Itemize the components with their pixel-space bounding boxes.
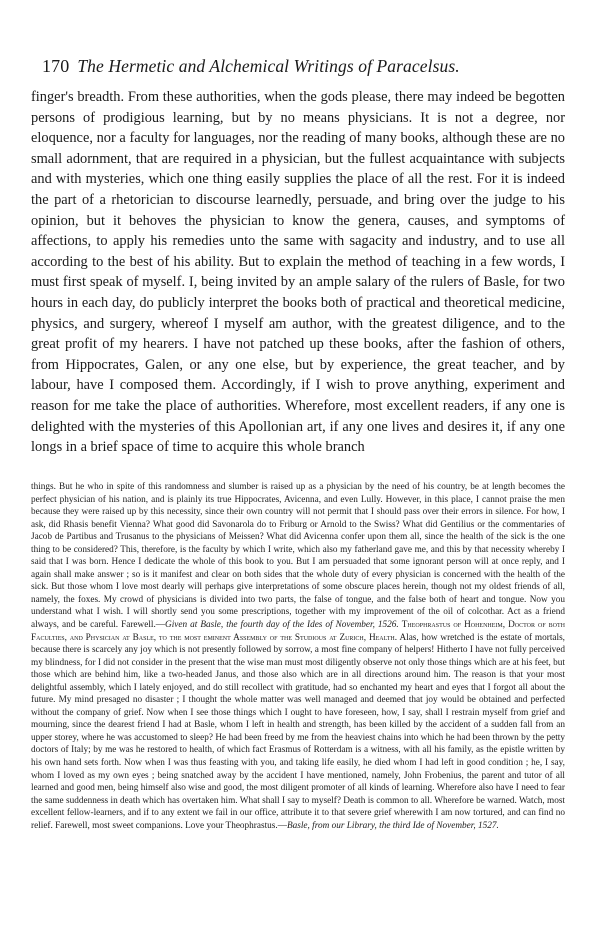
main-text-block <box>31 87 565 458</box>
footnote-paragraph <box>31 481 565 832</box>
running-title: The Hermetic and Alchemical Writings of Paracelsus. <box>77 56 460 76</box>
main-paragraph: finger's breadth. From these authorities, when the gods please, there may indeed be begotten persons of prodigious learning, but by no means physicians. It is not a degree, nor eloquence, nor a faculty for languages, nor the reading of many books, although these are no small adornment, that are required in a physician, but the fullest acquaintance with subjects and with mysteries, which one thing easily supplies the place of all the rest. For it is indeed the part of a rhetorician to discourse learnedly, persuade, and bring over the judge to his opinion, but it behoves the physician to know the genera, causes, and symptoms of affections, to apply his remedies unto the same with sagacity and industry, and to use all according to the best of his ability. But to explain the method of teaching in a few words, I must first speak of myself. I, being invited by an ample salary of the rulers of Basle, for two hours in each day, do publicly interpret the books both of practical and theoretical medicine, physics, and surgery, whereof I myself am author, with the greatest diligence, and to the great profit of my hearers. I have not patched up these books, after the fashion of others, from Hippocrates, Galen, or any one else, but by experience, the great teacher, and by labour, have I composed them. Accordingly, if I wish to prove anything, experiment and reason for me take the place of authorities. Wherefore, most excellent readers, if any one is delighted with the mysteries of this Apollonian art, if any one lives and desires it, if any one longs in a brief space of time to acquire this whole branch <box>31 89 565 456</box>
footnote-text-part1: things. But he who in spite of this randomness and slumber is raised up as a physician by the need of his country, be at length becomes the perfect physician of his nation, and is plainly its true Hippocrates, Avicenna, and even Lully. However, in this place, I cannot praise the men because they were raised up by this necessity, since their own country will not permit that I should pass over their errors in silence. For how, I ask, did Rhasis benefit Vienna? What good did Savonarola do to Friburg or Arnold to the Swiss? What did Gentilius or the commentaries of Jacob de Partibus and Trusanus to the physicians of Meissen? What did Avicenna confer upon them all, since the health of the sick is the one thing to be considered? This, therefore, is the faculty by which I write, which also my fatherland gave me, and this by that necessity whereby I said that I was born. Hence I dedicate the whole of this book to you. But I am persuaded that some ignorant person will at once reply, and I again shall make answer ; so is it manifest and clear on both sides that the whole duty of every physician is concerned with the health of the sick. But those whom I love most dearly will perhaps give interpretations of some obscure places herein, though not my oldest friends of all, namely, the foxes. My crowd of physicians is divided into two parts, the false of tongue, and the false both of heart and tongue. Now you understand what I wish. I will shortly send you some prescriptions, together with my improvement of the oil of colcothar. Act as a friend always, and be careful. Farewell.— <box>31 482 565 631</box>
footnote-dateline-1: Given at Basle, the fourth day of the Ides of November, 1526. <box>165 620 399 631</box>
footnote-text-part2: Alas, how wretched is the estate of mortals, because there is scarcely any joy which is not presently followed by sorrow, a most fine company of helpers! Hitherto I have not fully perceived my blindness, for I did not consider in the present that the wise man must most diligently observe not only those things which are at his feet, but those which are behind him, like a two-headed Janus, and those also which are in all directions around him. The reason is that your most delightful assembly, which I lately enjoyed, and do still recollect with gratitude, had so enchanted my heart and eyes that I forgot all about the future. My mind presaged no disaster ; I thought the whole matter was well managed and deemed that joy would be obtained and perfected without the company of grief. Now when I see those things which I ought to have foreseen, how, I say, shall I restrain myself from grief and mourning, since the dearest friend I had at Basle, whom I left in health and strength, has been killed by the accident of a sudden fall from an upper storey, where he was accustomed to sleep? He had been freed by me from the heaviest chains into which he had been thrown by the petty doctors of Italy; by me was he restored to health, of which fact Erasmus of Rotterdam is a witness, with all his family, as the epistle written by his own hand sets forth. Now when I was thus feasting with you, and taking life easily, he died whom I had left in good condition ; he, I say, whom I loved as my own eyes ; being snatched away by the accident I have mentioned, namely, John Frobenius, the parent and tutor of all learned and good men, being himself also wise and good, the most diligent promoter of all kinds of learning. Wherefore also have I need to fear the same suddenness in death which has overtaken him. What shall I say to myself? Death is common to all. Wherefore be warned. Watch, most excellent fellow-learners, and if to any extent we fail in our office, attribute it to that severe grief wherewith I am now tortured, and can find no relief. Farewell, most sweet companions. Love your Theophrastus.— <box>31 632 565 831</box>
page-number: 170 <box>42 56 70 76</box>
running-header <box>42 56 566 77</box>
footnote-salutation: Theophrastus of Hohenheim, Doctor of both Faculties, and Physician at Basle, to the most eminent Assembly of the Studious at Zurich, Health. <box>31 620 566 643</box>
footnote-block <box>31 481 565 832</box>
footnote-dateline-2: Basle, from our Library, the third Ide of November, 1527. <box>286 820 499 831</box>
